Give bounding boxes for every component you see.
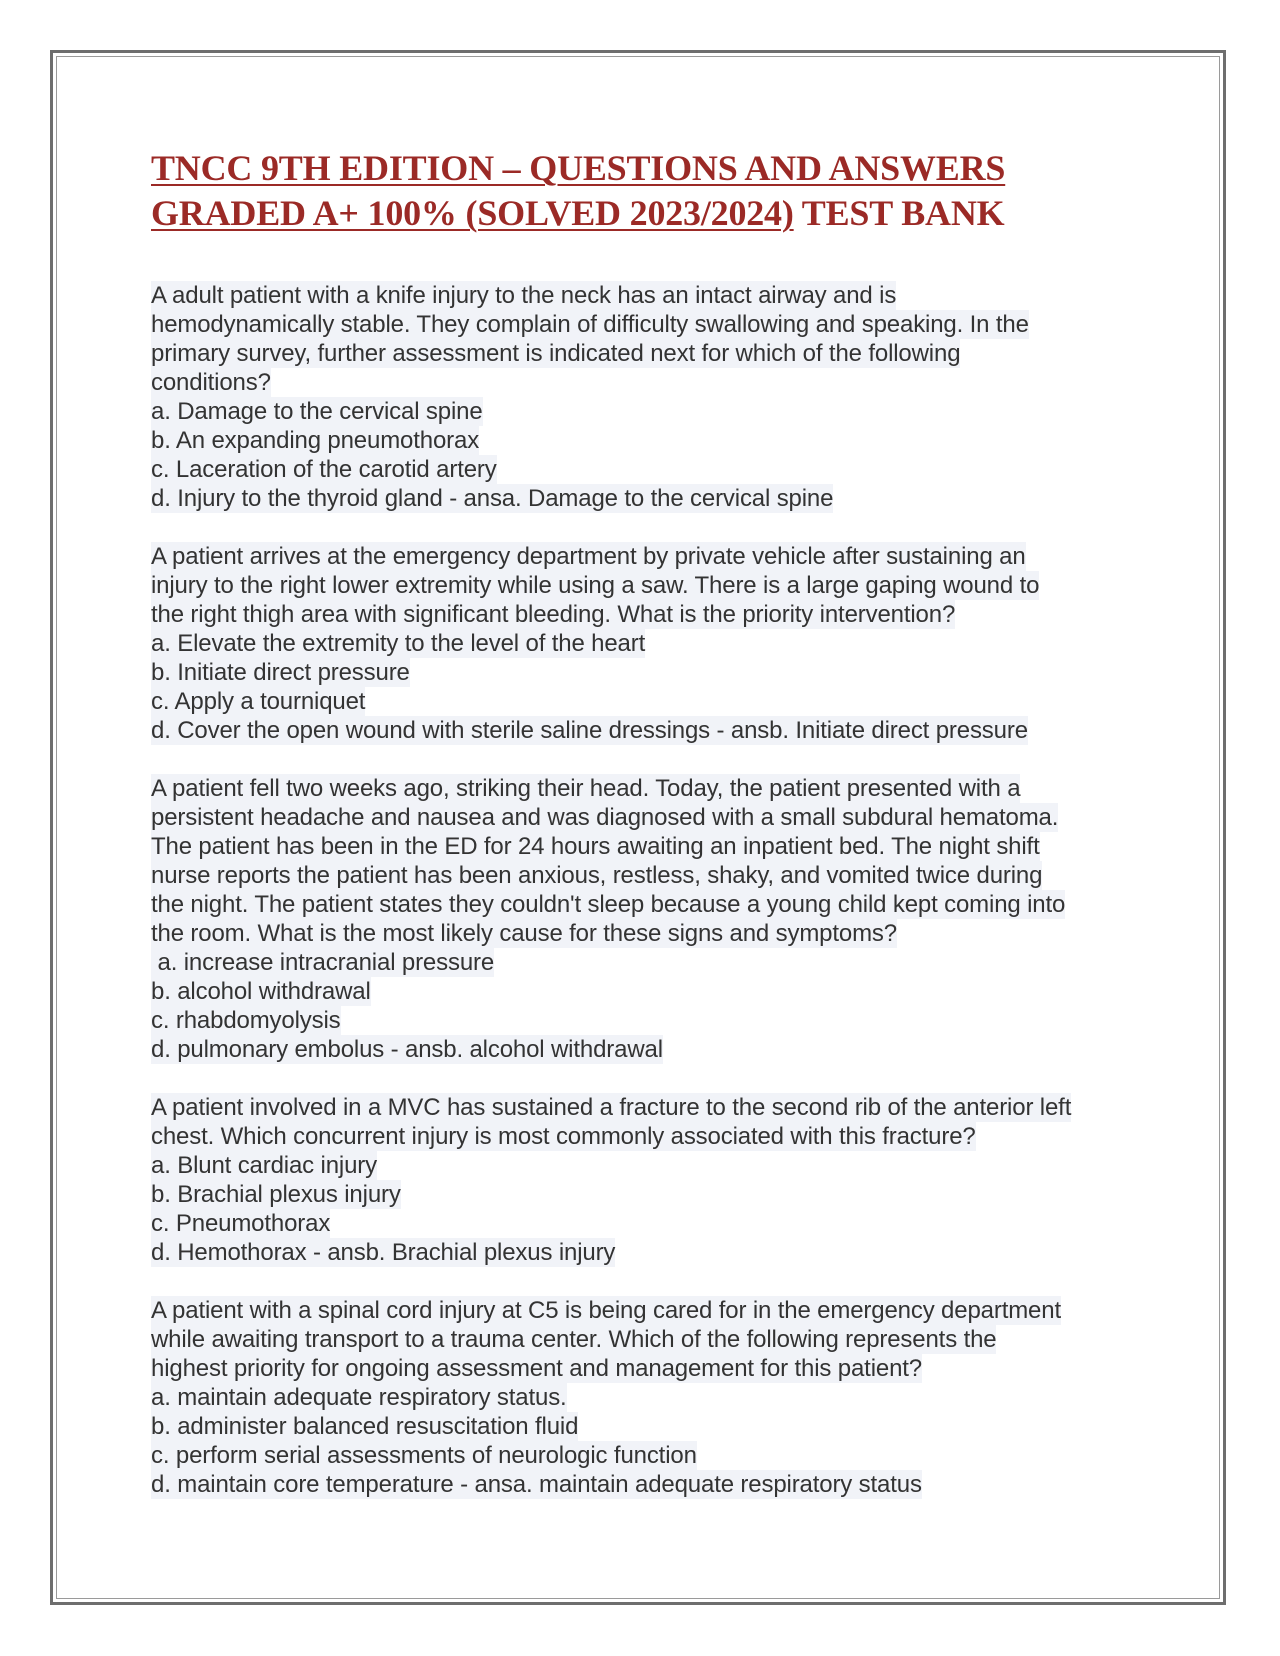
question-text-line: c. Apply a tourniquet xyxy=(151,688,366,715)
question-block xyxy=(151,281,1151,513)
question-text-line: d. Cover the open wound with sterile saline dressings - ansb. Initiate direct pressure xyxy=(151,717,1028,744)
question-text-line: A patient arrives at the emergency department by private vehicle after sustaining an xyxy=(151,543,1026,570)
question-text-line: d. Injury to the thyroid gland - ansa. Damage to the cervical spine xyxy=(151,485,834,512)
question-text-line: a. Damage to the cervical spine xyxy=(151,398,483,425)
question-text-line: highest priority for ongoing assessment and management for this patient? xyxy=(151,1355,922,1382)
question-text-line: conditions? xyxy=(151,369,271,396)
question-text-line: a. Blunt cardiac injury xyxy=(151,1152,377,1179)
question-text-line: b. Initiate direct pressure xyxy=(151,659,410,686)
document-title xyxy=(151,146,1151,236)
question-text-line: b. Brachial plexus injury xyxy=(151,1181,401,1208)
question-text-line: c. rhabdomyolysis xyxy=(151,1007,341,1034)
question-text-line: c. Pneumothorax xyxy=(151,1210,331,1237)
question-text-line: c. Laceration of the carotid artery xyxy=(151,456,497,483)
title-line-2-tail: TEST BANK xyxy=(793,193,1005,233)
question-text-line: a. increase intracranial pressure xyxy=(151,949,495,976)
question-block xyxy=(151,774,1151,1064)
question-text-line: a. maintain adequate respiratory status. xyxy=(151,1384,567,1411)
question-text-line: primary survey, further assessment is indicated next for which of the following xyxy=(151,340,961,367)
question-block xyxy=(151,1093,1151,1267)
question-list xyxy=(151,281,1151,1499)
question-text-line: the night. The patient states they couldn't sleep because a young child kept coming into xyxy=(151,891,1066,918)
question-text-line: the room. What is the most likely cause for these signs and symptoms? xyxy=(151,920,897,947)
question-text-line: c. perform serial assessments of neurologic function xyxy=(151,1442,697,1469)
question-text-line: d. Hemothorax - ansb. Brachial plexus injury xyxy=(151,1239,616,1266)
document-body xyxy=(151,146,1151,1528)
question-text-line: chest. Which concurrent injury is most commonly associated with this fracture? xyxy=(151,1123,976,1150)
question-text-line: A patient fell two weeks ago, striking their head. Today, the patient presented with a xyxy=(151,775,1021,802)
question-text-line: d. maintain core temperature - ansa. maintain adequate respiratory status xyxy=(151,1471,922,1498)
question-text-line: while awaiting transport to a trauma center. Which of the following represents the xyxy=(151,1326,997,1353)
question-block xyxy=(151,542,1151,745)
question-text-line: The patient has been in the ED for 24 hours awaiting an inpatient bed. The night shift xyxy=(151,833,1040,860)
question-text-line: persistent headache and nausea and was diagnosed with a small subdural hematoma. xyxy=(151,804,1059,831)
question-text-line: a. Elevate the extremity to the level of the heart xyxy=(151,630,646,657)
question-text-line: b. alcohol withdrawal xyxy=(151,978,371,1005)
question-text-line: hemodynamically stable. They complain of difficulty swallowing and speaking. In the xyxy=(151,311,1029,338)
question-text-line: b. administer balanced resuscitation fluid xyxy=(151,1413,579,1440)
title-line-2-underlined: GRADED A+ 100% (SOLVED 2023/2024) xyxy=(151,193,794,233)
title-line-1: TNCC 9TH EDITION – QUESTIONS AND ANSWERS xyxy=(151,148,1006,188)
question-text-line: nurse reports the patient has been anxious, restless, shaky, and vomited twice during xyxy=(151,862,1043,889)
question-text-line: b. An expanding pneumothorax xyxy=(151,427,480,454)
question-text-line: A adult patient with a knife injury to the neck has an intact airway and is xyxy=(151,282,897,309)
question-text-line: injury to the right lower extremity while using a saw. There is a large gaping wound to xyxy=(151,572,1040,599)
question-text-line: A patient involved in a MVC has sustained a fracture to the second rib of the anterior left xyxy=(151,1094,1072,1121)
question-text-line: the right thigh area with significant bleeding. What is the priority intervention? xyxy=(151,601,956,628)
question-text-line: d. pulmonary embolus - ansb. alcohol withdrawal xyxy=(151,1036,663,1063)
question-block xyxy=(151,1296,1151,1499)
question-text-line: A patient with a spinal cord injury at C5 is being cared for in the emergency department xyxy=(151,1297,1061,1324)
